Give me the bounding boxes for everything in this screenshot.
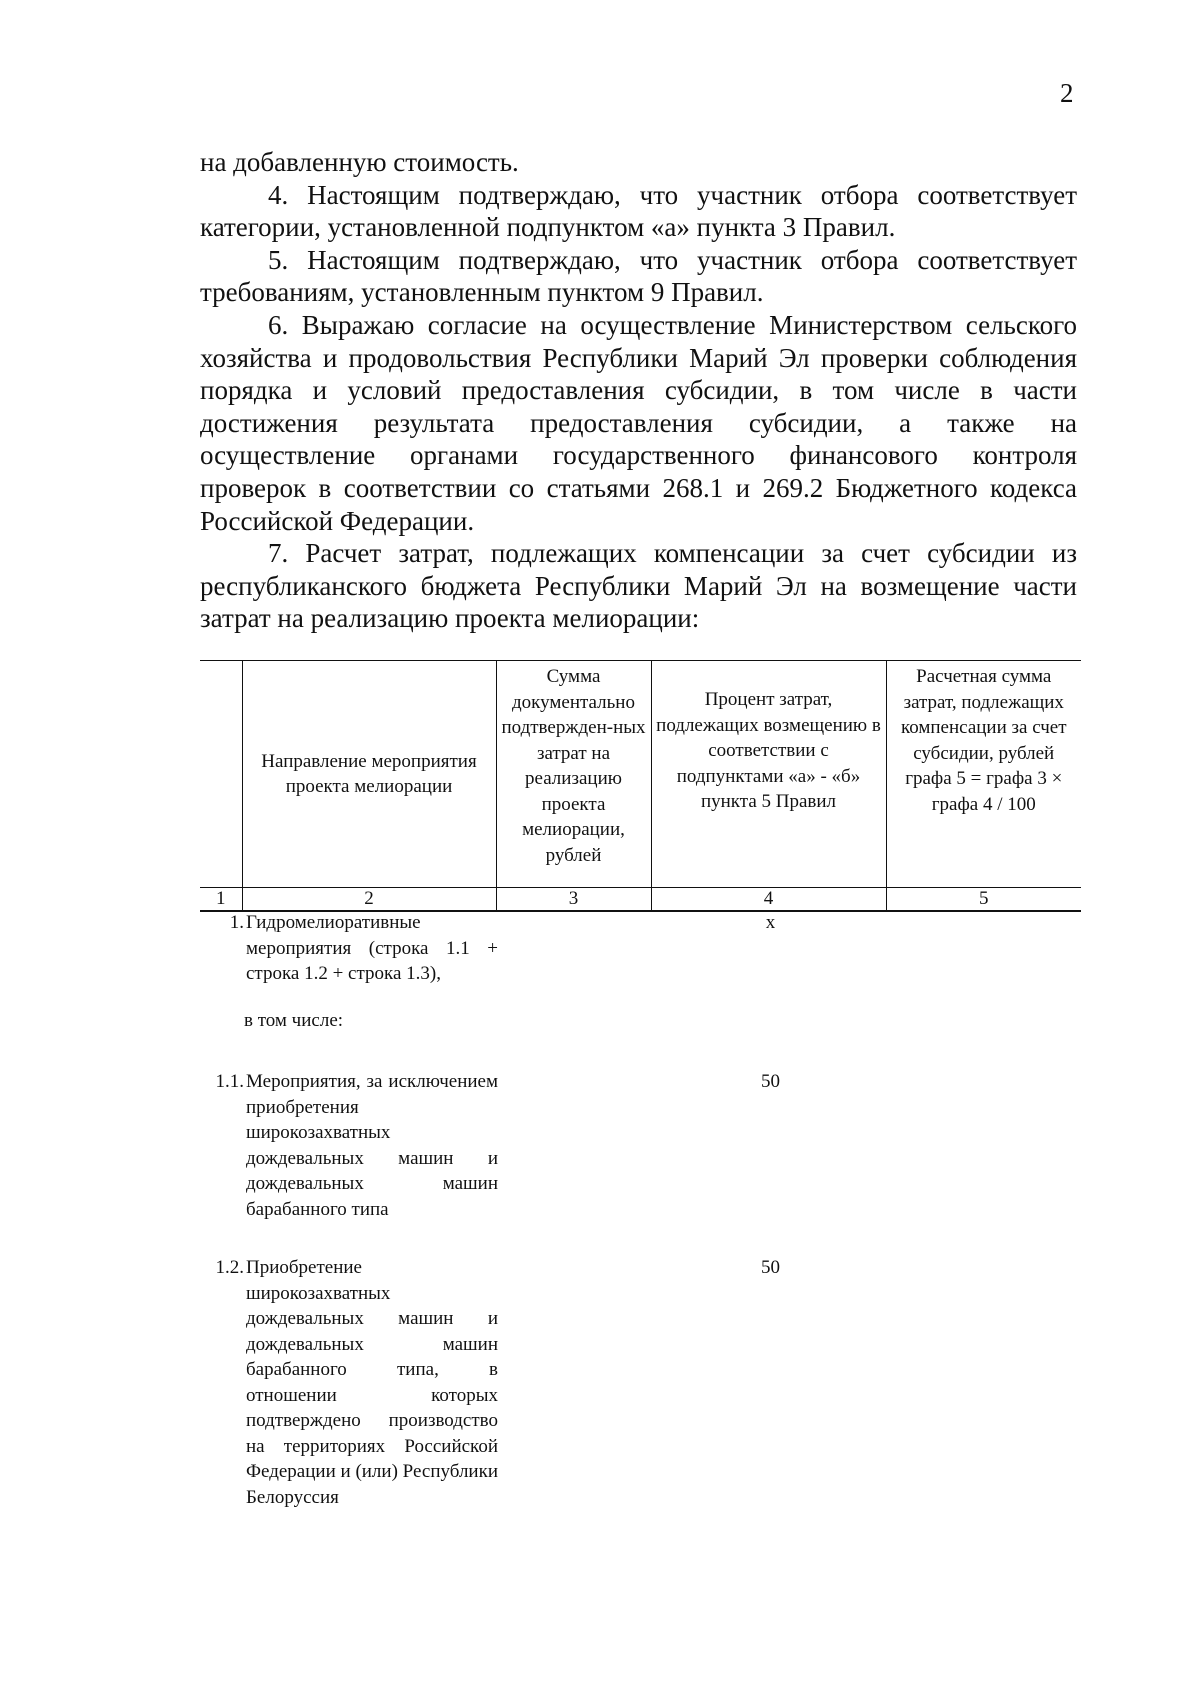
row-percent: x: [765, 912, 776, 933]
table-row: [200, 910, 1081, 987]
paragraph: 6. Выражаю согласие на осуществление Министерством сельского хозяйства и продовольствия Республики Марий Эл проверки соблюдения порядка и условий предоставления субсидии, в том числе в части достижения результата предоставления субсидии, а также на осуществление органами государственного финансового контроля проверок в соответствии со статьями 268.1 и 269.2 Бюджетного кодекса Российской Федерации.: [200, 309, 1077, 536]
table-row: [200, 1069, 1081, 1222]
row-number: 1.: [229, 912, 244, 933]
column-number: 3: [496, 888, 651, 912]
paragraph: 7. Расчет затрат, подлежащих компенсации за счет субсидии из республиканского бюджета Республики Марий Эл на возмещение части затрат на реализацию проекта мелиорации:: [200, 538, 1077, 634]
paragraph: на добавленную стоимость.: [200, 147, 519, 177]
row-number: 1.1.: [215, 1071, 244, 1092]
column-number: 4: [651, 888, 886, 912]
paragraph: 5. Настоящим подтверждаю, что участник отбора соответствует требованиям, установленным пунктом 9 Правил.: [200, 244, 1077, 308]
column-number: 5: [886, 888, 1081, 912]
row-percent: 50: [761, 1257, 780, 1278]
table-header-cell: Процент затрат, подлежащих возмещению в соответствии с подпунктами «а» - «б» пункта 5 Правил: [651, 661, 886, 888]
table-rows: [200, 910, 1081, 1543]
row-percent: 50: [761, 1071, 780, 1092]
table-row: [200, 1255, 1081, 1510]
header-direction: Направление мероприятия проекта мелиорации: [261, 750, 477, 797]
table-header-cell: Расчетная сумма затрат, подлежащих компенсации за счет субсидии, рублей графа 5 = графа 3 × графа 4 / 100: [886, 661, 1081, 888]
body-text: [200, 146, 1077, 635]
column-number: 1: [200, 888, 242, 912]
column-number: 2: [242, 888, 496, 912]
row-direction: Приобретение широкозахватных дождевальных машин и дождевальных машин барабанного типа, в отношении которых подтверждено производство на территориях Российской Федерации и (или) Республики Белоруссия: [246, 1257, 498, 1508]
row-direction: Мероприятия, за исключением приобретения широкозахватных дождевальных машин и дождевальных машин барабанного типа: [246, 1071, 498, 1220]
paragraph: 4. Настоящим подтверждаю, что участник отбора соответствует категории, установленной подпунктом «а» пункта 3 Правил.: [200, 179, 1077, 243]
subheading: в том числе:: [244, 1009, 344, 1031]
table-header-cell: Сумма документально подтвержден-ных затрат на реализацию проекта мелиорации, рублей: [496, 661, 651, 888]
row-number: 1.2.: [215, 1257, 244, 1278]
page-number: 2: [1060, 78, 1074, 108]
row-direction: Гидромелиоративные мероприятия (строка 1.1 + строка 1.2 + строка 1.3),: [246, 912, 498, 984]
table-header-cell: [200, 661, 242, 888]
table-header-cell: [242, 661, 496, 888]
costs-table: [200, 660, 1081, 912]
